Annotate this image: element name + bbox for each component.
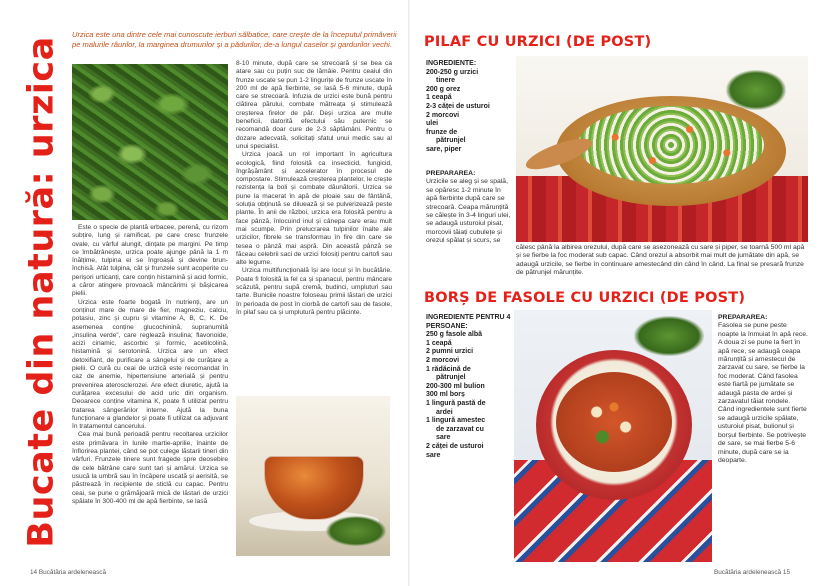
ingredient-item: tinere bbox=[436, 77, 456, 85]
bors-soup-photo bbox=[514, 310, 712, 562]
nettle-plant-photo bbox=[72, 64, 228, 220]
nettle-leaves-shape bbox=[634, 316, 704, 356]
ingredients-label: INGREDIENTE: bbox=[426, 60, 477, 67]
col2-paragraph: Urzica joacă un rol important în agricultura ecologică, fiind folosită ca insecticid, fungicid, îngrășământ și accelerator în procesul de compostare. Stimulează creșterea plantelor, le crește rezistența la boli și combate dăunătorii. Urzica se pune la macerat în apă de ploaie sau de fântână, soluția obținută se diluează și se pulverizează peste plante. În anii de război, urzica era folosită pentru a face pânză, înlocuind inul și cânepa care erau mult mai scumpe. Prin prelucrarea tulpinilor înalte ale urzicilor, fibrele se transformau în fire din care se tesea o pânză mai aspră. Din această pânză se făceau celebrii saci de urzici folosiți pentru cartofi sau alte legume. bbox=[236, 151, 392, 267]
ingredient-item: frunze de bbox=[426, 128, 458, 136]
ingredient-item: de zarzavat cu bbox=[436, 425, 484, 433]
ingredient-item: 250 g fasole albă bbox=[426, 331, 483, 339]
ingredient-item: 2-3 căței de usturoi bbox=[426, 102, 490, 110]
col1-paragraph: Urzica este foarte bogată în nutrienți, are un conținut mare de mare de fier, magneziu, calciu, potasiu, zinc și cupru și vitamine A, B, C, K. De asemenea conține glucochinină, supranumită „insulina verde”, care reglează insulina; flavonoide, acizi cinamic, ascorbic și formic, acetilcolină, histamină și serotonină. Urzica are un efect detoxifiant, de purificare a sângelui și de curățare a pielii. O cură cu ceai de urzică este recomandat în caz de anemie, hipertensiune arterială și pentru prevenirea aterosclerozei. Are efect diuretic, ajută la curățarea excesului de acid uric din organism. Deoarece conține vitamina K, poate fi utilizat pentru tratarea sângerărilor interne. Ajută la buna funcționare a glandelor și poate fi utilizat ca adjuvant în tratamentul cancerului. bbox=[72, 298, 228, 431]
ingredient-item: 1 lingură pastă de bbox=[426, 399, 486, 407]
intro-paragraph: Urzica este una dintre cele mai cunoscute ierburi sălbatice, care crește de la începutul primăverii pe malurile râurilor, la marginea drumurilor și a pădurilor, de-a lungul caselor și gardurilor vechi. bbox=[72, 30, 397, 49]
ingredients-label: INGREDIENTE PENTRU 4 PERSOANE: bbox=[426, 314, 511, 330]
ingredient-item: sare bbox=[426, 451, 441, 459]
rice-pilaf-shape bbox=[578, 106, 764, 184]
article-column-2 bbox=[236, 60, 392, 317]
right-page-footer: Bucătăria ardelenească 15 bbox=[713, 569, 790, 576]
left-page-vertical-title bbox=[20, 32, 64, 552]
ingredient-item: 1 rădăcină de bbox=[426, 365, 471, 373]
prep-text: Fasolea se pune peste noapte la înmuiat în apă rece. A doua zi se pune la fiert în apă rece, se adaugă ceapa mărunțită și amestecul de zarzavat cu sare, se fierbe la foc moderat. Când fasolea este fiartă pe jumătate se adaugă pasta de ardei și zarzavatul tăiat rondele. Când ingredientele sunt fierte se adaugă urzicile spălate, usturoiul pisat, bulionul și borșul fierbinte. Se potrivește de sare, se mai fierbe 5-6 minute, după care se ia deoparte. bbox=[718, 322, 808, 464]
pilaf-recipe-title: PILAF CU URZICI (DE POST) bbox=[424, 34, 652, 50]
col2-paragraph: Urzica multifuncțională își are locul și în bucătărie. Poate fi folosită la fel ca și spanacul, pentru mâncare scăzută, pentru supă cremă, budinci, umpluturi sau tarte. Bunicile noastre foloseau primii lăstari de urzici în perioada de post în ciorbă de cartofi sau de fasole, în pilaf sau ca și umplutură pentru plăcinte. bbox=[236, 267, 392, 316]
article-column-1 bbox=[72, 224, 228, 506]
bors-preparation bbox=[718, 314, 808, 465]
bean-soup-shape bbox=[556, 372, 672, 472]
ingredient-item: pătrunjel bbox=[436, 137, 466, 145]
ingredient-item: 1 ceapă bbox=[426, 339, 452, 347]
col1-paragraph: Este o specie de plantă erbacee, perenă, cu rizom subțire, lung și ramificat, pe care cresc frunzele ovale, cu vârful alungit, dințate pe margini. Pe timp ce îmbătrânește, urzica poate ajunge până la 1 m înălțime, tulpina ei se îngroașă și devine brun-închisă. Atât tulpina, cât și frunzele sunt acoperite cu perișori urticanți, care conțin histamină și acid formic, a căror atingere provoacă mâncărimi și bășicarea pielii. bbox=[72, 224, 228, 298]
bors-recipe-title: BORȘ DE FASOLE CU URZICI (DE POST) bbox=[424, 290, 746, 306]
prep-text: Urzicile se aleg și se spală, se opăresc 1-2 minute în apă fierbinte după care se strecoară. Ceapa mărunțită se călește în 3-4 linguri ulei, se adaugă usturoiul pisat, morcovii tăiați cubulețe și orezul spălat și scurs, se bbox=[426, 178, 511, 245]
prep-label: PREPARAREA: bbox=[718, 314, 768, 321]
prep-label: PREPARAREA: bbox=[426, 170, 476, 177]
ingredient-item: ulei bbox=[426, 120, 439, 128]
ingredient-item: 200-300 ml bulion bbox=[426, 382, 485, 390]
ingredient-item: sare, piper bbox=[426, 145, 462, 153]
ingredient-item: 2 morcovi bbox=[426, 111, 460, 119]
pilaf-preparation bbox=[426, 170, 512, 246]
tea-cup-photo bbox=[236, 396, 390, 556]
vertical-title-text: Bucate din natură: urzica bbox=[22, 36, 63, 548]
nettle-leaves-shape bbox=[326, 516, 386, 546]
pilaf-preparation-continued: călesc până la albirea orezului, după care se asezonează cu sare și piper, se toarnă 500 ml apă și se fierbe la foc moderat sub capac. Când orezul a absorbit mai mult de jumătate din apă, se adaugă urzicile, se fierbe în continuare amestecând din când în când. La final se presară frunze de pătrunjel mărunțite. bbox=[516, 244, 805, 277]
ingredient-item: 1 lingură amestec bbox=[426, 417, 486, 425]
ingredient-item: 2 pumni urzici bbox=[426, 348, 474, 356]
ingredient-item: 2 căței de usturoi bbox=[426, 442, 484, 450]
ingredient-item: 300 ml borș bbox=[426, 391, 465, 399]
left-page-footer: 14 Bucătăria ardelenească bbox=[30, 569, 107, 576]
ingredient-item: 2 morcovi bbox=[426, 356, 460, 364]
ingredient-item: 1 ceapă bbox=[426, 94, 452, 102]
pilaf-ingredients bbox=[426, 60, 516, 155]
ingredient-item: pătrunjel bbox=[436, 374, 466, 382]
ingredient-item: 200 g orez bbox=[426, 85, 461, 93]
col1-paragraph: Cea mai bună perioadă pentru recoltarea urzicilor este primăvara în lunile martie-aprilie, înainte de înflorirea plantei, când se pot culege lăstarii tineri din vârfuri. Frunzele tinere sunt fragede spre deosebire de cele bătrâne care sunt tari și amărui. Urzica se usucă la umbră sau în încăpere uscată și aerisită, se păstrează în recipiente de sticlă cu capac. Pentru ceai, se pune o grămăjoară mică de lăstari de urzici spălate în 300-400 ml de apă fierbinte, se lasă bbox=[72, 431, 228, 505]
ingredient-item: 200-250 g urzici bbox=[426, 68, 479, 76]
page-gutter bbox=[408, 0, 410, 586]
pilaf-dish-photo bbox=[516, 56, 808, 242]
tea-cup-shape bbox=[264, 456, 364, 520]
bors-ingredients bbox=[426, 314, 512, 460]
ingredient-item: sare bbox=[436, 434, 451, 442]
nettle-leaf-shape bbox=[726, 70, 786, 110]
col2-paragraph: 8-10 minute, după care se strecoară și se bea ca atare sau cu puțin suc de lămâie. Pentru ceaiul din frunze uscate se pun 1-2 lingurițe de frunze uscate în 200 ml de apă fierbinte, se lasă 5-6 minute, după care se strecoară. Infuzia de urzici este bună pentru clătirea părului, combate mătreața și stimulează creșterea firelor de păr. Deși urzica are multe beneficii, datorită efectului său puternic se recomandă doar cure de 2-3 săptămâni. Pentru o dozare adecvată, solicitați sfatul unui medic sau al unui specialist. bbox=[236, 60, 392, 150]
ingredient-item: ardei bbox=[436, 408, 453, 416]
